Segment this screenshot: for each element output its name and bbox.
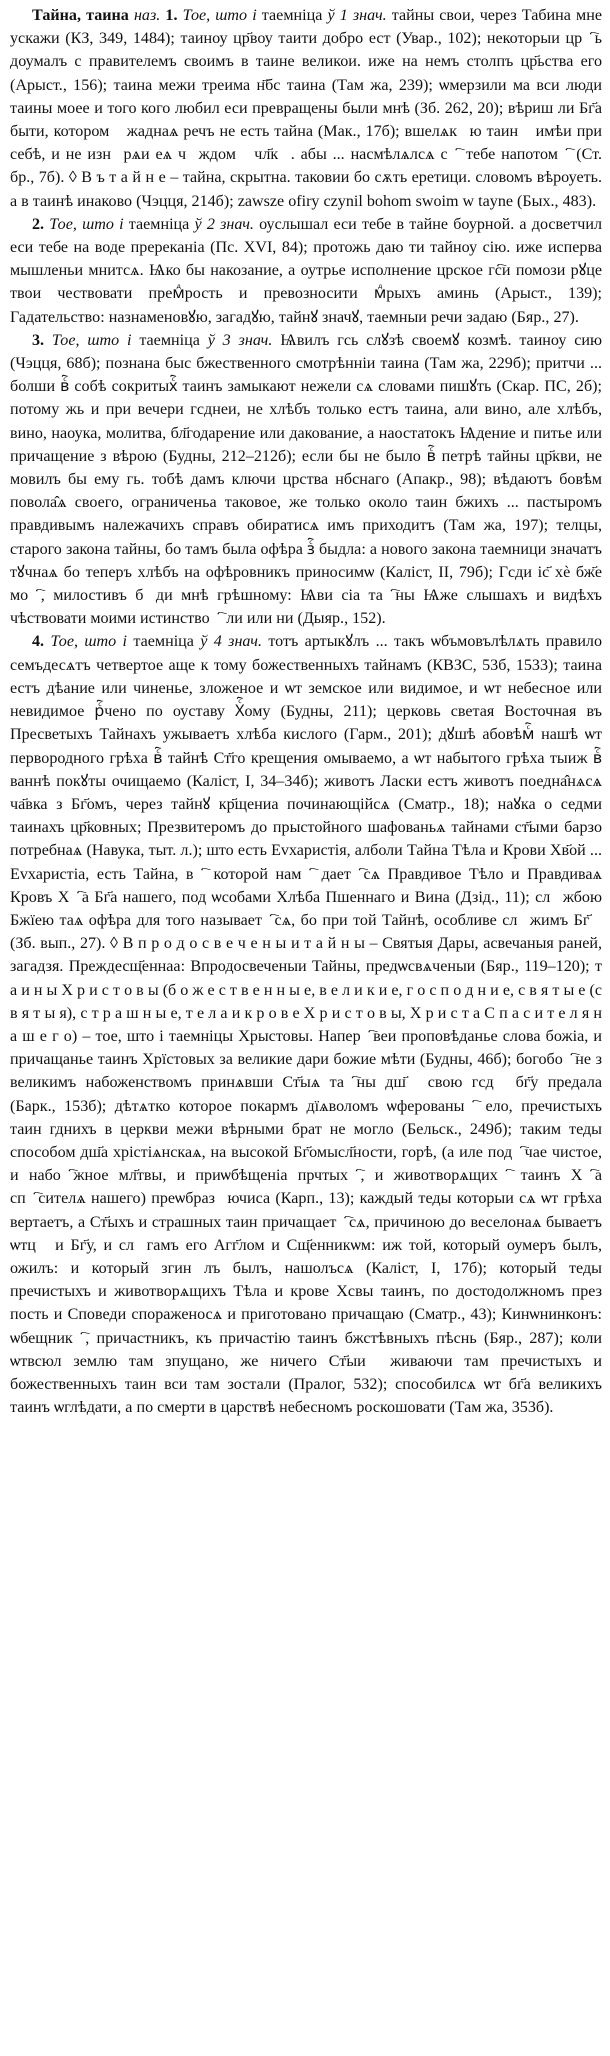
sense-2-text: оуслышал еси тебе в тайне боурной. а досветчил еси тебе на воде пререканіа (Пс. XVI, 84); протожь даю ти тайноу сію. иже исперва мышленьи мнитсѧ. Ѩко бы накозание, а оутрье исполнение црское гс҇и помози рꙋце твои чествовати премⷣрость и превозносити мⷣрыхъ аминь (Арыст., 139); Гадательство: назнаменовꙋю, загадꙋю, тайнꙋ значꙋ, таемныи речи задаю (Бяр., 27). <box>10 215 602 326</box>
sense-1-number: 1. <box>165 7 178 24</box>
sense-3 <box>10 329 602 631</box>
sense-2-ref-sense: ў 2 знач. <box>194 215 254 233</box>
sense-3-ref-sense: ў 3 знач. <box>207 331 273 349</box>
sense-4 <box>10 630 602 1419</box>
sense-1-text: тайны свои, через Табина мне ускажи (КЗ, 349, 1484); таиноу цр҃воу таити добро ест (Увар., 102); некоторыи црⷭ҇ь доумалъ с правителемъ своимъ в таине великои. иже на немъ столпъ цр҃ьства его (Арыст., 156); таина межи треима н҃бс таина (Там жа, 239); ѡмерзили ма вси люди таины моее и того кого любил еси превращены были мнѣ (Зб. 262, 20); вѣриш ли Бг҃а быти, которомꙋ жаднаѧ речъ не есть тайна (Мак., 17б); вшелѧкꙋю таинꙋ имѣи при себѣ, и не изнꙋрѧи еѧ чꙋждомꙋ чл҃кꙋ. абы ... насмѣлѧлсѧ сⷭ҇ тебе напотомⷭ҇ (Ст. бр., 7б). ◊ В ъ т а й н е – тайна, скрытна. таковии бо сѫть еретици. словомъ вѣроуеть. а в таинѣ инаково (Чэцця, 214б); zawsze ofiry czynil bohom swoim w tayne (Бых., 483). <box>10 7 602 210</box>
sense-3-text: Ѩвилъ гсь слꙋзѣ своемꙋ козмѣ. таиноу сию (Чэцця, 68б); познана быс бжественного смотрѣнніи таина (Там жа, 229б); притчи ... болши вⷭ҇ собѣ сокритыхⷭ҇ таинъ замыкают нежели сѧ словами пишꙋть (Скар. ПС, 2б); потому жь и при вечери гсднеи, не хлѣбъ только естъ таина, али вино, але хлѣбъ, вино, наоука, молитва, бл҃годарение или дакование, а наостатокъ Ѩдение и питье или причащение з вѣрою (Будны, 212–212б); если бы не было вⷭ҇ петрѣ тайны цр҃кви, не мовилъ бы ему гь. тобѣ дамъ ключи црства нбснаго (Апакр., 98); вѣдаютъ бовѣм повола̂ѧ своего, ограниченьа таковое, же только около таин бжихъ ... пастыромъ правдивымъ належачихъ справъ обиратисѧ имъ приходитъ (Там жа, 197); телцы, старого закона тайны, бо тамъ была офѣра зⷭ҇ быдла: а нового закона таемници значатъ тꙋчнаѧ бо теперъ хлѣбъ на офѣровникъ приносимѡ (Каліст, II, 79б); Гсди іс҃ хѐ бж҃е моⷭ҇, милостивъ бꙋди мнѣ грѣшному: Ѩви сіа таⷭ҇ны Ѩже слышахъ и видѣхъ чѣствовати моими истинствоⷭ҇ ли или ни (Дыяр., 152). <box>10 331 603 628</box>
sense-4-gloss: Тое, што і <box>50 633 128 651</box>
sense-4-number: 4. <box>32 633 45 651</box>
sense-2-gloss: Тое, што і <box>49 215 124 233</box>
sense-4-text: тотъ артыкꙋлъ ... такъ ѡбъмовълѣлѧть правило семъдесѧтъ четвертое аще к тому божественныхъ тайнамъ (КВЗС, 53б, 1533); таина естъ дѣание или чиненье, зложеное и ѡт земское или видимое, и ѡт небесное или невидимое рⷭ҇чено по оуставу Хⷭ҇ому (Будны, 211); церковь светая Восточная въ Пресветыхъ Тайнахъ ужываетъ хлѣба кислого (Гарм., 201); дꙋшѣ абовѣмⷭ҇ нашѣ ѡт первородного грѣха вⷭ҇ тайнѣ Ст҃го крещения омываемо, а ѡт набытого грѣха тыиж вⷭ҇ ваннѣ покꙋты очищаемо (Каліст, I, 34–34б); животъ Ласки естъ животъ поедна̂нѧсѧ ча҃вка з Бг҃омъ, через тайнꙋ кр҃щениа починающійсѧ (Сматр., 18); наꙋка о седми таинахъ цр҃ковных; Презвитеромъ до прыстойного шафованьѧ тайнами ст҃ыми барзо потребнаѧ (Навука, тыт. л.); што есть Еvхаристія, алболи Тайна Тѣла и Крови Хв҃ой ... Еvхаристіа, есть Тайна, вⷭ҇ которой намⷭ҇ даетⷭ҇сѧ Правдивое Тѣло и Правдиваѧ Кровъ Хⷭ҇а Бг҃а нашего, под ѡсобами Хлѣба Пшеннаго и Вина (Дзід., 11); слꙋжбою Бжїею таѧ офѣра для того называетⷭ҇сѧ, бо при той Тайнѣ, особливе слꙋжимъ Бг҃ꙋ (Зб. вып., 27). ◊ В п р о д о с в е ч е н ы и т а й н ы – Святыя Дары, асвечаныя раней, загадзя. Преждесщ҃еннаа: Впродосвеченыи Тайны, предѡсвѧченыи (Бяр., 119–120); т а и н ы Х р и с т о в ы (б о ж е с т в е н н ы е, в е л и к и е, г о с п о д н и е, с в я т ы е (с в я т ы я), с т р а ш н ы е, т е л а и к р о в е Х р и с т о в ы, Х р и с т а С п а с и т е л я н а ш е г о) – тое, што і таемніцы Хрыстовы. Наперⷭ҇веи проповѣданье слова божіа, и причащанье таинъ Хрїстовых за великие дари божие мѣти (Будны, 46б); богобоⷭ҇не з великимъ набоженствомъ принѧвши Ст҃ыѧ таⷭ҇ны дш҃ꙋ свою гсдꙋ бг҃у предала (Барк., 153б); дѣтѧтко которое покармъ дїѧволомъ ѡферованыⷭ҇ ело, пречистыхъ таин гднихъ в церкви межи вѣрными брат не могло (Бельск., 249б); таким теды способом дш҃а хрістіѧнскаѧ, на высокой Бг҃омысл҃ности, горѣ, (а иле подⷭ҇чае чистое, и набоⷭ҇жное мл҃твы, и приѡбѣщеніа прчтыхⷭ҇, и животворѧщихⷭ҇ таинъ Хⷭ҇а спⷭ҇сителѧ нашего) преѡбразꙋючиса (Карп., 13); каждый теды которыи сѧ ѡт грѣха вертаетъ, а Ст҃ыхъ и страшных таин причащаетⷭ҇сѧ, причиною до веселонаѧ бываетъ ѡтцꙋ и Бг҃у, и слꙋгамъ его Агг҃лом и Сщ҃енникѡм: иж той, который оумеръ былъ, ожилъ: и который згинꙋлъ былъ, нашолъсѧ (Каліст, I, 17б); который теды пречистыхъ и животворѧщихъ Тѣла и крове Хсвы таинъ, по достодолжномъ през пость и Споведи спораженосѧ и приготовано причащаю (Сматр., 43); Кинѡнинконъ: ѡбещникⷭ҇, причастникъ, къ причастію таинъ бжстѣвныхъ пѣснь (Бяр., 287); коли ѡтвсюл землю там зпущано, же ничего Ст҃ыи ꙋживаючи там пречистыхъ и божественныхъ таин вси там зостали (Пралог, 532); способилсѧ ѡт бг҃а великихъ таинъ ѡглѣдати, а по смерти в царствѣ небесномъ роскошовати (Там жа, 353б). <box>10 633 603 1417</box>
sense-3-ref-word: таемніца <box>139 331 200 349</box>
sense-1 <box>10 4 602 213</box>
sense-1-ref-word: таемніца <box>261 7 323 24</box>
sense-2-ref-word: таемніца <box>128 215 190 233</box>
sense-1-gloss: Тое, што і <box>182 7 257 24</box>
sense-2 <box>10 213 602 329</box>
sense-1-ref-sense: ў 1 знач. <box>327 7 387 24</box>
part-of-speech: наз. <box>133 7 161 24</box>
headword: Тайна, таина <box>32 7 129 24</box>
sense-3-gloss: Тое, што і <box>51 331 132 349</box>
sense-3-number: 3. <box>32 331 45 349</box>
sense-4-ref-word: таемніца <box>133 633 194 651</box>
sense-4-ref-sense: ў 4 знач. <box>200 633 262 651</box>
sense-2-number: 2. <box>32 215 45 233</box>
